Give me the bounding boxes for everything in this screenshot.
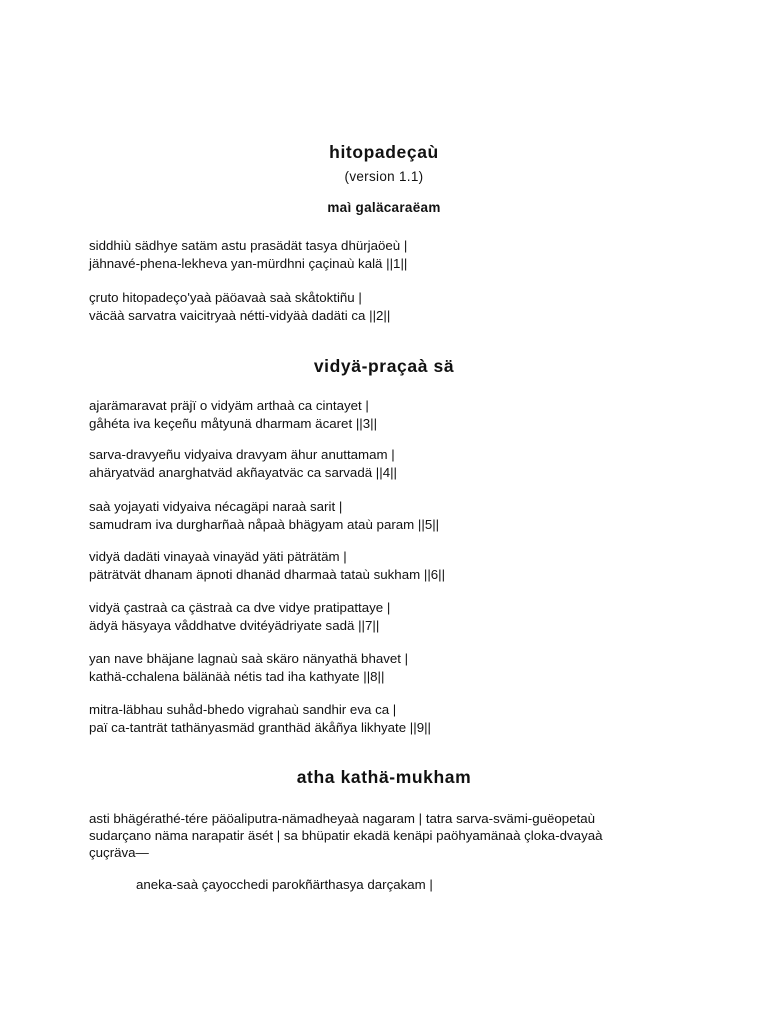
- prose-line: çuçräva—: [89, 845, 149, 860]
- prose-line: asti bhägérathé-tére päöaliputra-nämadheyaà nagaram | tatra sarva-svämi-guëopetaù: [89, 811, 596, 826]
- verse-5: [89, 498, 709, 534]
- verse-line: yan nave bhäjane lagnaù saà skäro nänyathä bhavet |: [89, 651, 409, 666]
- verse-2: [89, 289, 709, 325]
- indented-verse-line: aneka-saà çayocchedi parokñärthasya darçakam |: [136, 877, 433, 892]
- verse-line: sarva-dravyeñu vidyaiva dravyam ähur anuttamam |: [89, 447, 395, 462]
- version-label: (version 1.1): [344, 169, 424, 184]
- verse-9: [89, 701, 709, 737]
- verse-1: [89, 237, 709, 273]
- verse-line: päträtvät dhanam äpnoti dhanäd dharmaà tataù sukham ||6||: [89, 567, 446, 582]
- verse-line: gåhéta iva keçeñu måtyunä dharmam äcaret ||3||: [89, 416, 378, 431]
- verse-7: [89, 599, 709, 635]
- page-title: hitopadeçaù: [329, 142, 439, 162]
- verse-line: çruto hitopadeço'yaà päöavaà saà skåtoktiñu |: [89, 290, 362, 305]
- section-heading-katha: atha kathä-mukham: [296, 767, 472, 787]
- verse-line: ädyä häsyaya våddhatve dvitéyädriyate sadä ||7||: [89, 618, 380, 633]
- verse-line: ajarämaravat präjï o vidyäm arthaà ca cintayet |: [89, 398, 369, 413]
- section-heading-vidya: vidyä-praçaà sä: [313, 356, 455, 376]
- prose-line: sudarçano näma narapatir äsét | sa bhüpatir ekadä kenäpi paöhyamänaà çloka-dvayaà: [89, 828, 603, 843]
- verse-line: paï ca-tanträt tathänyasmäd granthäd äkåñya likhyate ||9||: [89, 720, 432, 735]
- verse-line: saà yojayati vidyaiva nécagäpi naraà sarit |: [89, 499, 343, 514]
- verse-line: ahäryatväd anarghatväd akñayatväc ca sarvadä ||4||: [89, 465, 398, 480]
- verse-line: vidyä çastraà ca çästraà ca dve vidye pratipattaye |: [89, 600, 391, 615]
- mangala-heading: maì galäcaraëam: [327, 200, 441, 215]
- verse-line: jähnavé-phena-lekheva yan-mürdhni çaçinaù kalä ||1||: [89, 256, 408, 271]
- verse-6: [89, 548, 709, 584]
- verse-line: väcäà sarvatra vaicitryaà nétti-vidyäà dadäti ca ||2||: [89, 308, 391, 323]
- verse-line: samudram iva durgharñaà nåpaà bhägyam ataù param ||5||: [89, 517, 440, 532]
- verse-line: siddhiù sädhye satäm astu prasädät tasya dhürjaöeù |: [89, 238, 408, 253]
- verse-4: [89, 446, 709, 482]
- verse-line: kathä-cchalena bälänäà nétis tad iha kathyate ||8||: [89, 669, 385, 684]
- verse-line: vidyä dadäti vinayaà vinayäd yäti päträtäm |: [89, 549, 347, 564]
- verse-8: [89, 650, 709, 686]
- verse-line: mitra-läbhau suhåd-bhedo vigrahaù sandhir eva ca |: [89, 702, 397, 717]
- prose-paragraph: [89, 810, 689, 861]
- verse-3: [89, 397, 709, 433]
